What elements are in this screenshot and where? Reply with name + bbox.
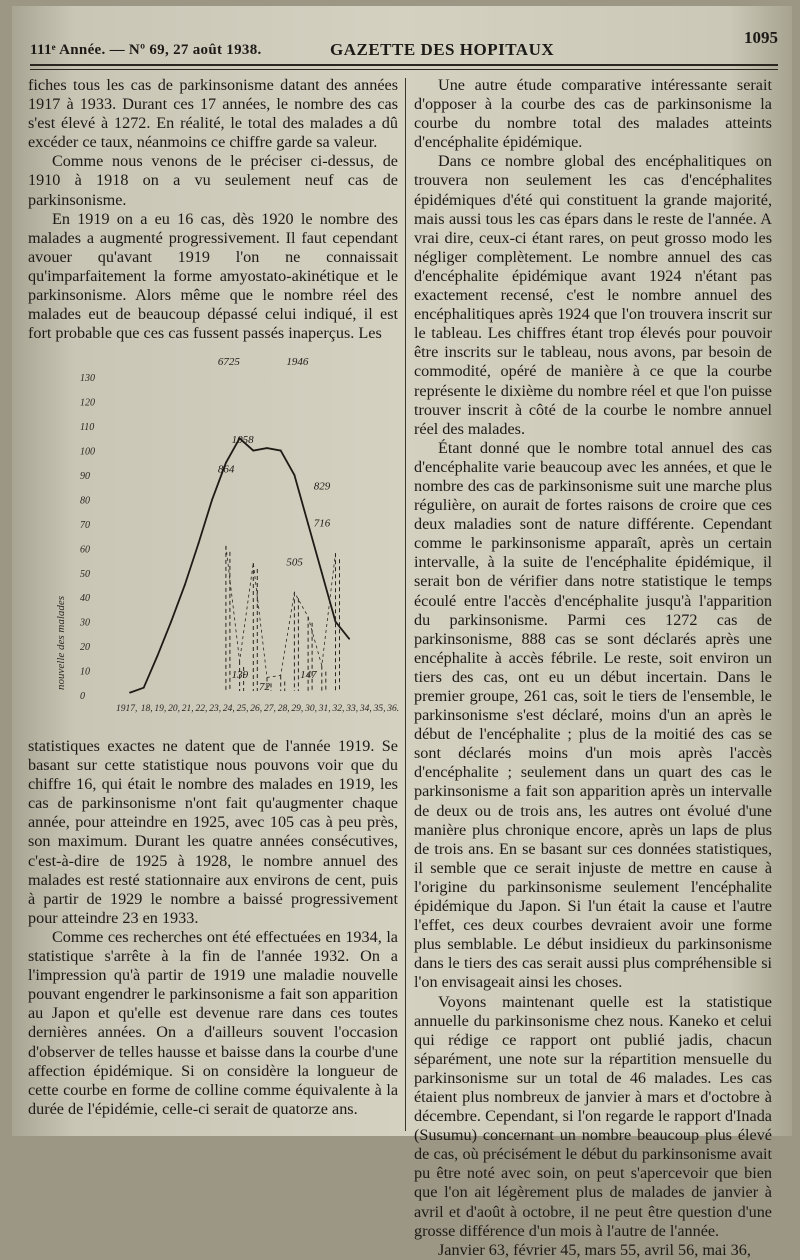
series-line [130, 438, 349, 692]
x-tick-label: 25, [236, 704, 249, 714]
x-tick-label: 28, [277, 704, 290, 714]
y-tick-label: 80 [80, 495, 90, 507]
x-tick-label: 21, [181, 704, 194, 714]
series-point [170, 621, 172, 623]
x-tick-label: 22, [195, 704, 208, 714]
series-point [143, 687, 145, 689]
y-tick-label: 130 [80, 373, 95, 385]
x-tick-label: 36. [387, 704, 400, 714]
series-point [198, 543, 200, 545]
series-point [184, 584, 186, 586]
paragraph: statistiques exactes ne datent que de l'année 1919. Se basant sur cette statistique nous pouvons voir que du chiffre 16, qui était le nombre des malades en 1919, les cas de parkinsonisme n'ont fait qu'augmenter chaque année, pour atteindre en 1925, avec 105 cas à peu près, son maximum. Durant les quatre années consécutives, c'est-à-dire de 1925 à 1928, le nombre annuel des malades est resté stationnaire aux environs de cent, puis à partir de 1929 le nombre a baissé progressivement pour atteindre 23 en 1933. [28, 737, 398, 927]
y-axis-label: nouvelle des malades [55, 595, 67, 690]
header-rule-thin [30, 69, 778, 70]
series-point [335, 621, 337, 623]
paragraph: Étant donné que le nombre total annuel des cas d'encéphalite varie beaucoup avec les années, et que le nombre des cas de parkinsonisme suit une marche plus régulière, on aurait de fortes raisons de croire que ces deux maladies sont de nature différente. Cependant comme le parkinsonisme apparaît, après un certain intervalle, à la suite de l'encéphalite épidémique, il serait bon de vérifier dans notre statistique le temps écoulé entre l'accès d'encéphalite jusqu'à l'apparition du parkinsonisme. Parmi ces 1272 cas de parkinsonisme, 888 cas se sont déclarés après une encéphalite à accès fébrile. Le reste, soit environ un tiers des cas, ont eu un début incertain. Dans le premier groupe, 261 cas, soit le tiers de l'ensemble, le parkinsonisme s'est déclaré, moins d'un an après le début de l'encéphalite ; plus de la moitié des cas se sont déclarés moins d'un mois après l'accès d'encéphalite ; seulement dans un quart des cas le parkinsonisme a fait son apparition après un intervalle de deux ou de trois ans, les autres ont évolué d'une manière plus chronique encore, après un laps de plus de trois ans. En se basant sur ces données statistiques, il semble que ce serait injuste de mettre en cause à l'origine du parkinsonisme seulement l'encéphalite épidémique du Japon. Si l'un était la cause et l'autre l'effet, ces deux courbes devraient avoir une forme plus semblable. Le début insidieux du parkinsonisme dans le tiers des cas serait aussi plus compréhensible si l'on envisageait ainsi les choses. [414, 438, 772, 992]
data-label: 1058 [231, 434, 254, 447]
x-tick-label: 27, [264, 704, 276, 714]
x-tick-label: 20, [168, 704, 180, 714]
series-point [294, 474, 296, 476]
y-tick-label: 120 [80, 397, 95, 409]
y-tick-label: 60 [80, 544, 90, 556]
page-header [30, 28, 778, 64]
paragraph: Comme nous venons de le préciser ci-dessus, de 1910 à 1918 on a vu seulement neuf cas de parkinsonisme. [28, 152, 398, 209]
data-label: 829 [313, 480, 331, 493]
data-label: 147 [300, 668, 317, 681]
x-tick-label: 31, [318, 704, 331, 714]
y-tick-label: 90 [80, 471, 90, 482]
paragraph: Janvier 63, février 45, mars 55, avril 56, mai 36, [438, 1240, 751, 1259]
x-tick-label: 26, [250, 704, 263, 714]
data-label: 72 [259, 681, 270, 694]
y-tick-label: 30 [80, 617, 90, 629]
series-point [129, 692, 131, 694]
right-column [414, 76, 772, 1260]
series-point [307, 523, 309, 525]
y-tick-label: 10 [80, 666, 90, 678]
issue-line: 111ᵉ Année. — Nº 69, 27 août 1938. [30, 42, 262, 58]
paragraph: fiches tous les cas de parkinsonisme datant des années 1917 à 1933. Durant ces 17 années, le nombre des cas s'est élevé à 1272. En réalité, le total des malades a dû excéder ce taux, néanmoins ce chiffre garde sa valeur. [28, 76, 398, 152]
x-tick-label: 32, [332, 704, 345, 714]
x-tick-label: 33, [346, 704, 359, 714]
x-tick-label: 30, [305, 704, 317, 714]
figure-chart [50, 345, 400, 725]
left-column-top [28, 76, 398, 343]
left-column-bottom [28, 737, 398, 1119]
series-point [348, 638, 350, 640]
x-tick-label: 29, [291, 704, 304, 714]
paragraph: En 1919 on a eu 16 cas, dès 1920 le nombre des malades a augmenté progressivement. Il faut cependant avouer qu'avant 1919 l'on ne connaissait qu'imparfaitement la forme amyostato-akinétique et le parkinsonisme. Alors même que le nombre réel des malades eut de beaucoup dépassé celui indiqué, il est fort probable que ces cas fussent passés inaperçus. Les [28, 209, 398, 343]
series-point [280, 450, 282, 452]
x-tick-label: 24, [222, 704, 235, 714]
journal-title: GAZETTE DES HOPITAUX [330, 40, 555, 59]
data-label: 6725 [217, 356, 240, 368]
y-tick-label: 70 [80, 519, 90, 531]
x-tick-label: 35, [373, 704, 386, 714]
data-label: 1946 [286, 356, 309, 368]
y-tick-label: 50 [80, 568, 90, 580]
x-tick-label: 1917, [116, 704, 138, 714]
y-tick-label: 40 [80, 593, 90, 605]
data-label: 716 [313, 517, 331, 530]
data-label: 864 [217, 463, 235, 476]
y-tick-label: 20 [80, 642, 90, 654]
series-point [266, 447, 268, 449]
chart-svg [50, 345, 400, 725]
page-number: 1095 [744, 28, 778, 47]
y-tick-label: 0 [80, 691, 85, 702]
series-point [157, 655, 159, 657]
header-rule [30, 64, 778, 66]
x-tick-label: 34, [359, 704, 372, 714]
paragraph: Dans ce nombre global des encéphalitiques on trouvera non seulement les cas d'encéphalites épidémiques d'été qui constituent la grande majorité, mais aussi tous les cas épars dans le reste de l'année. A vrai dire, ceux-ci étant rares, on peut grosso modo les négliger complètement. Le nombre annuel des cas d'encéphalite épidémique avant 1924 n'étant pas exactement recensé, c'est le nombre annuel des encéphalitiques après 1924 que l'on trouvera inscrit sur le tableau. Les chiffres étant trop élevés pour pouvoir être inscrits sur le tableau, nous avons, par besoin de commodité, opéré de manière à ce que la courbe représente le dixième du nombre réel et que l'on puisse trouver inscrit à côté de la courbe le nombre annuel réel des malades. [414, 152, 772, 438]
x-tick-label: 18, [140, 704, 153, 714]
paragraph: Voyons maintenant quelle est la statistique annuelle du parkinsonisme chez nous. Kaneko et celui qui rédige ce rapport ont publié jadis, chacun séparément, une note sur la répartition mensuelle du parkinsonisme sur un total de 46 malades. Les cas étaient plus nombreux de janvier à mars et d'octobre à décembre. Cependant, si l'on regarde le rapport d'Inada (Susumu) concernant un nombre beaucoup plus élevé de cas, où précisément le début du parkinsonisme avait pu être noté avec soin, on peut s'apercevoir que bien que l'on ait légèrement plus de malades de janvier à avril et d'août à octobre, il ne peut être question d'une grosse différence d'un mois à l'autre de l'année. [414, 992, 772, 1240]
column-divider [405, 78, 406, 1131]
x-tick-label: 23, [209, 704, 222, 714]
series-point [321, 572, 323, 574]
series-point [252, 450, 254, 452]
y-tick-label: 110 [80, 422, 95, 434]
series-point [211, 499, 213, 501]
paragraph: Comme ces recherches ont été effectuées en 1934, la statistique s'arrête à la fin de l'année 1932. On a l'impression qu'à partir de 1919 une maladie nouvelle pouvant engendrer le parkinsonisme a fait son apparition au Japon et qu'elle est devenue rare dans ces toutes dernières années. On a d'ailleurs souvent l'occasion d'observer de telles hausse et baisse dans la courbe d'une affection épidémique. Si on considère la longueur de cette courbe en forme de colline comme équivalente à la durée de l'épidémie, celle-ci serait de quatorze ans. [28, 927, 398, 1118]
x-tick-label: 19, [154, 704, 167, 714]
y-tick-label: 100 [80, 446, 95, 458]
data-label: 139 [231, 668, 249, 681]
paragraph: Une autre étude comparative intéressante serait d'opposer à la courbe des cas de parkinsonisme la courbe du nombre total des malades atteints d'encéphalite épidémique. [414, 76, 772, 152]
data-label: 505 [286, 556, 303, 569]
